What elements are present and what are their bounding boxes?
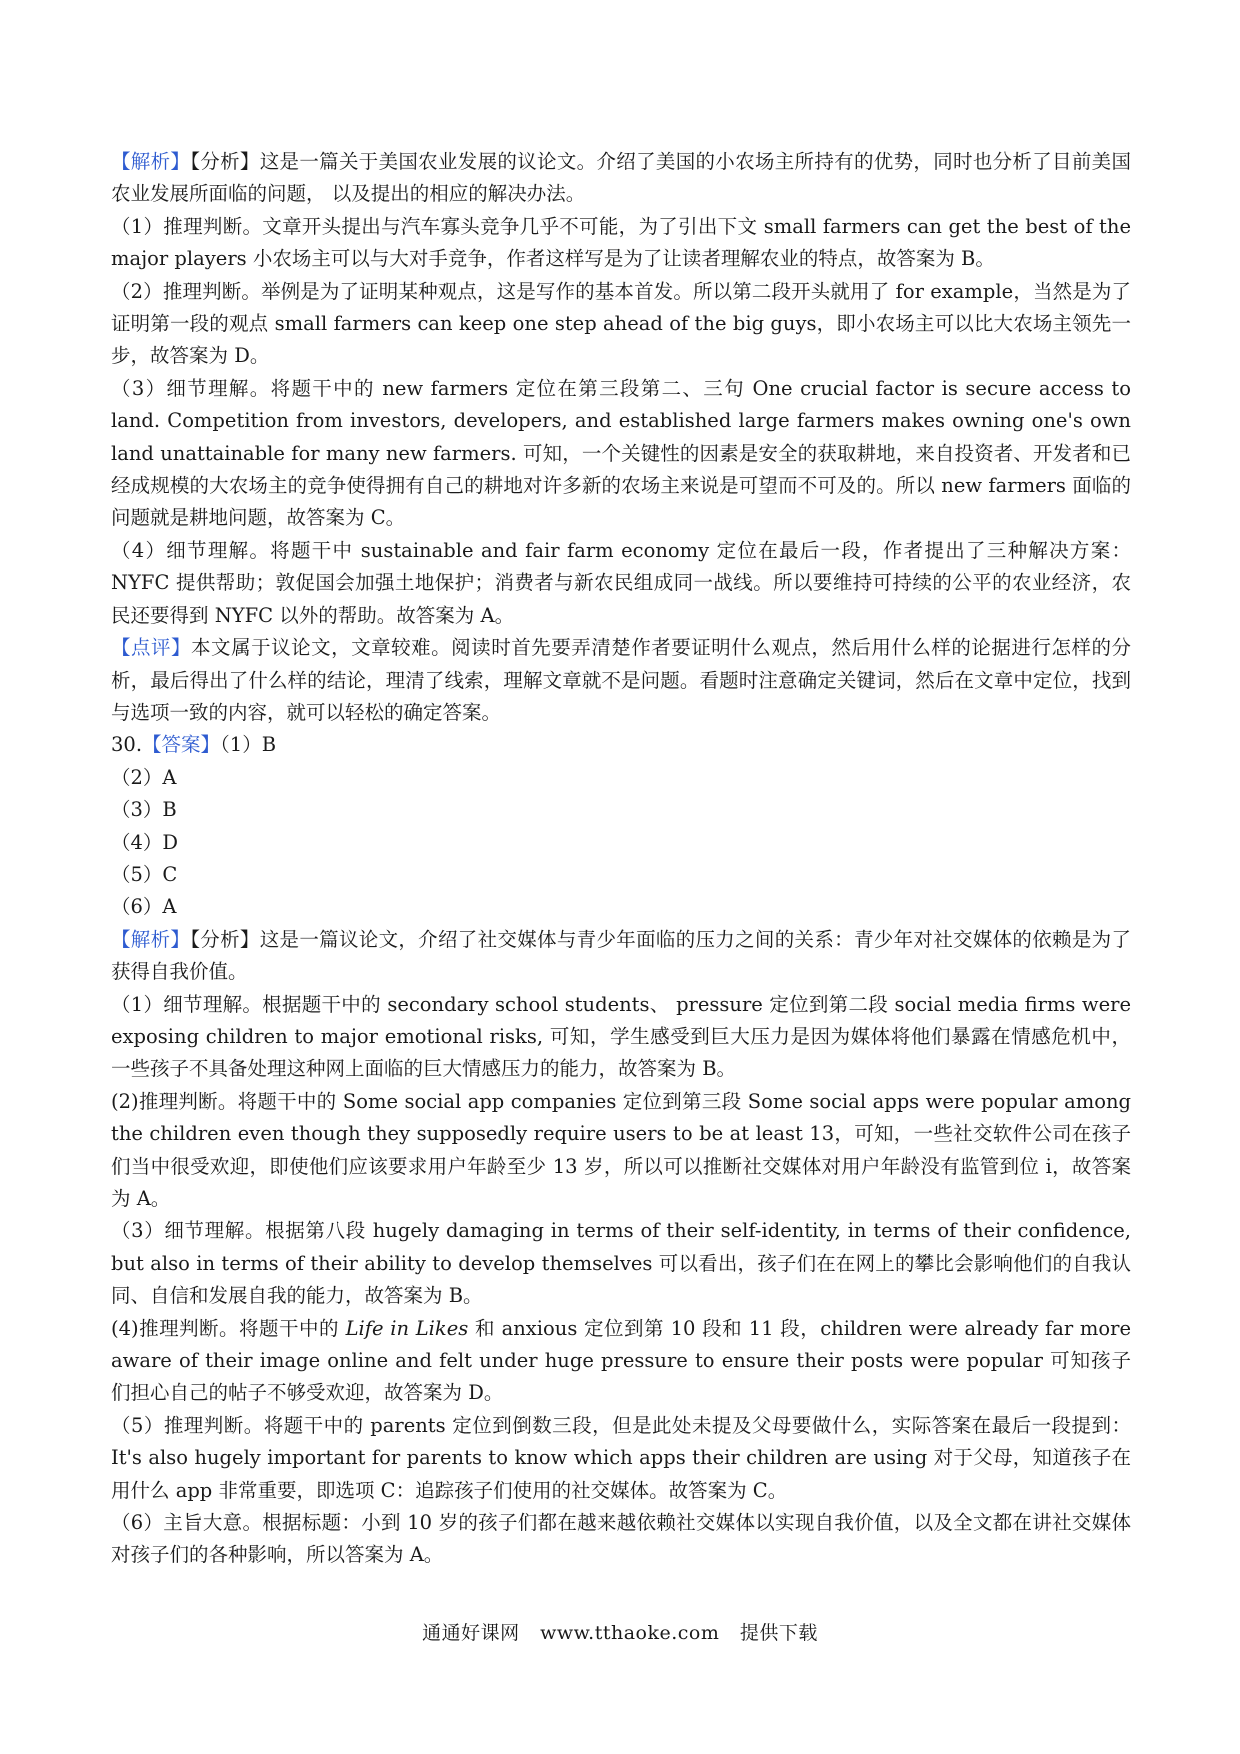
analysis-item: （6）主旨大意。根据标题：小到 10 岁的孩子们都在越来越依赖社交媒体以实现自我价值，以及全文都在讲社交媒体对孩子们的各种影响，所以答案为 A。 [111, 1511, 1131, 1567]
answer-item: （1）B [220, 733, 277, 757]
analysis-text: 【分析】这是一篇关于美国农业发展的议论文。介绍了美国的小农场主所持有的优势，同时也分析了目前美国农业发展所面临的问题， 以及提出的相应的解决办法。 [111, 150, 1131, 206]
question-answer-header [111, 729, 1131, 761]
item-text: (4)推理判断。将题干中的 [111, 1316, 346, 1340]
analysis-item: （3）细节理解。根据第八段 hugely damaging in terms of their self-identity, in terms of their confidence, but also in terms of their ability to develop themselves 可以看出，孩子们在在网上的攀比会影响他们的自我认同、自信和发展自我的能力，故答案为 B。 [111, 1219, 1131, 1308]
comment-tag: 【点评】 [111, 636, 192, 660]
analysis-item: （1）推理判断。文章开头提出与汽车寡头竞争几乎不可能，为了引出下文 small farmers can get the best of the major players 小农场主可以与大对手竞争，作者这样写是为了让读者理解农业的特点，故答案为 B。 [111, 214, 1131, 271]
analysis-item: （4）细节理解。将题干中 sustainable and fair farm economy 定位在最后一段，作者提出了三种解决方案：NYFC 提供帮助；敦促国会加强土地保护；消费者与新农民组成同一战线。所以要维持可持续的公平的农业经济，农民还要得到 NYFC 以外的帮助。故答案为 A。 [111, 538, 1131, 627]
question-number: 30. [111, 733, 143, 757]
answer-item: （6）A [111, 895, 177, 919]
analysis-text: 【分析】这是一篇议论文，介绍了社交媒体与青少年面临的压力之间的关系：青少年对社交媒体的依赖是为了获得自我价值。 [111, 927, 1131, 984]
analysis-item: (2)推理判断。将题干中的 Some social app companies 定位到第三段 Some social apps were popular among the children even though they supposedly require users to be at least 13，可知，一些社交软件公司在孩子们当中很受欢迎，即使他们应该要求用户年龄至少 13 岁，所以可以推断社交媒体对用户年龄没有监管到位 i，故答案为 A。 [111, 1089, 1131, 1210]
comment-paragraph [111, 632, 1131, 729]
analysis-tag: 【解析】 [111, 150, 191, 173]
answer-item: （5）C [111, 862, 178, 886]
analysis-item [111, 1313, 1131, 1410]
italic-title: Life in Likes [345, 1316, 469, 1340]
item-text: 和 anxious 定位到第 10 段和 11 段，children were already far more aware of their image online and felt under huge pressure to ensure their posts were popular 可知孩子们担心自己的帖子不够受欢迎，故答案为 D。 [111, 1316, 1131, 1405]
analysis-tag: 【解析】 [111, 927, 191, 951]
analysis-item: （3）细节理解。将题干中的 new farmers 定位在第三段第二、三句 One crucial factor is secure access to land. Competition from investors, developers, and established large farmers makes owning one's own land unattainable for many new farmers. 可知，一个关键性的因素是安全的获取耕地，来自投资者、开发者和已经成规模的大农场主的竞争使得拥有自己的耕地对许多新的农场主来说是可望而不可及的。所以 new farmers 面临的问题就是耕地问题，故答案为 C。 [111, 376, 1131, 530]
footer-site-name: 通通好课网 [422, 1622, 520, 1644]
analysis-paragraph [111, 924, 1131, 989]
footer-note: 提供下载 [739, 1622, 818, 1644]
answer-item: （2）A [111, 765, 177, 789]
analysis-paragraph [111, 146, 1131, 211]
footer-url: www.tthaoke.com [540, 1622, 720, 1644]
analysis-item: （2）推理判断。举例是为了证明某种观点，这是写作的基本首发。所以第二段开头就用了 for example，当然是为了证明第一段的观点 small farmers can keep one step ahead of the big guys，即小农场主可以比大农场主领先一步，故答案为 D。 [111, 279, 1131, 368]
analysis-item: （5）推理判断。将题干中的 parents 定位到倒数三段，但是此处未提及父母要做什么，实际答案在最后一段提到：It's also hugely important for parents to know which apps their children are using 对于父母，知道孩子在用什么 app 非常重要，即选项 C：追踪孩子们使用的社交媒体。故答案为 C。 [111, 1413, 1131, 1502]
answer-item: （4）D [111, 830, 179, 854]
page-footer [0, 1618, 1240, 1645]
analysis-item: （1）细节理解。根据题干中的 secondary school students、 pressure 定位到第二段 social media firms were exposing children to major emotional risks, 可知，学生感受到巨大压力是因为媒体将他们暴露在情感危机中，一些孩子不具备处理这种网上面临的巨大情感压力的能力，故答案为 B。 [111, 992, 1131, 1081]
comment-text: 本文属于议论文，文章较难。阅读时首先要弄清楚作者要证明什么观点，然后用什么样的论据进行怎样的分析，最后得出了什么样的结论，理清了线索，理解文章就不是问题。看题时注意确定关键词，然后在文章中定位，找到与选项一致的内容，就可以轻松的确定答案。 [111, 636, 1131, 724]
answer-item: （3）B [111, 798, 177, 822]
document-body [111, 146, 1131, 1572]
answer-tag: 【答案】 [142, 733, 221, 757]
